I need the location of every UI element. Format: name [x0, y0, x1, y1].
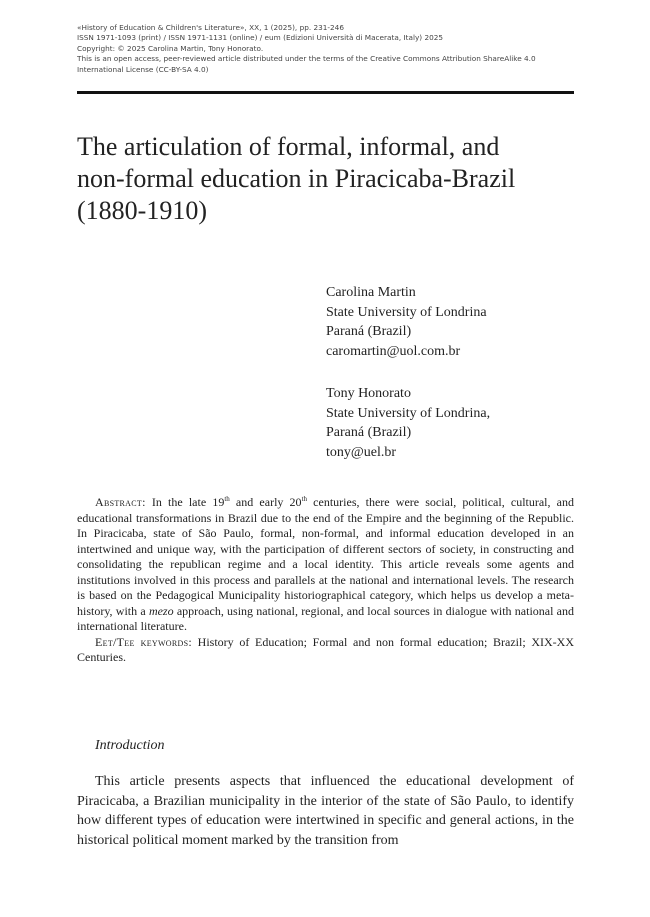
abstract-paragraph — [77, 495, 574, 635]
body-text — [77, 772, 574, 850]
section-heading: Introduction — [95, 738, 165, 753]
superscript: th — [224, 495, 230, 503]
author-block-2 — [326, 384, 586, 462]
superscript: th — [301, 495, 308, 503]
abstract-text-part: and early 20 — [229, 495, 302, 509]
abstract-text-part: centuries, there were social, political, cultural, and educational transformations in Brazil due to the end of the Empire and the beginning of the Republic. In Piracicaba, state of São Paulo, formal, non-formal, and informal education developed in an intertwined and unique way, with the participation of different sectors of society, in constructing and consolidating the republican regime and a local identity. This article reveals some agents and institutions involved in this process and parallels at the national and international levels. The research is based on the Pedagogical Municipality historiographical category, which helps us develop a meta-history, with a — [77, 495, 575, 618]
header-issn-line: ISSN 1971-1093 (print) / ISSN 1971-1131 (online) / eum (Edizioni Università di Macerata, Italy) 2025 — [77, 33, 444, 43]
title-line-2: non-formal education in Piracicaba-Brazil — [77, 164, 516, 193]
author-block-1 — [326, 283, 586, 361]
author-email: tony@uel.br — [326, 444, 397, 460]
header-rule — [77, 91, 574, 94]
author-name: Tony Honorato — [326, 386, 411, 401]
abstract-block — [77, 495, 574, 666]
keywords-paragraph — [77, 635, 574, 666]
title-line-1: The articulation of formal, informal, and — [77, 132, 500, 161]
journal-header — [77, 23, 574, 75]
author-affiliation: State University of Londrina — [326, 304, 487, 320]
body-paragraph: This article presents aspects that influenced the educational development of Piracicaba, a Brazilian municipality in the interior of the state of São Paulo, to identify how different types of education were intertwined in specific and general actions, in the historical political moment marked by the transition from — [77, 774, 574, 848]
author-affiliation: State University of Londrina, — [326, 405, 491, 421]
abstract-text-part: In the late 19 — [145, 495, 225, 509]
header-license-line-2: International License (CC-BY-SA 4.0) — [77, 64, 209, 74]
author-name: Carolina Martin — [326, 285, 416, 300]
keywords-text: History of Education; Formal and non formal education; Brazil; XIX-XX Centuries. — [77, 634, 574, 664]
abstract-text-part: approach, using national, regional, and local sources in dialogue with national and international literature. — [77, 603, 574, 633]
keywords-label: Eet/Tee keywords: — [95, 634, 192, 649]
abstract-label: Abstract: — [95, 495, 146, 509]
abstract-italic-term: mezo — [148, 603, 174, 618]
header-citation-line: «History of Education & Children's Literature», XX, 1 (2025), pp. 231-246 — [77, 23, 344, 32]
header-copyright-line: Copyright: © 2025 Carolina Martin, Tony Honorato. — [77, 43, 264, 53]
author-location: Paraná (Brazil) — [326, 425, 412, 440]
article-title — [77, 131, 577, 227]
author-email: caromartin@uol.com.br — [326, 343, 461, 359]
header-license-line: This is an open access, peer-reviewed article distributed under the terms of the Creative Commons Attribution ShareAlike 4.0 — [77, 54, 536, 64]
title-line-3: (1880-1910) — [77, 196, 207, 225]
author-location: Paraná (Brazil) — [326, 324, 412, 339]
